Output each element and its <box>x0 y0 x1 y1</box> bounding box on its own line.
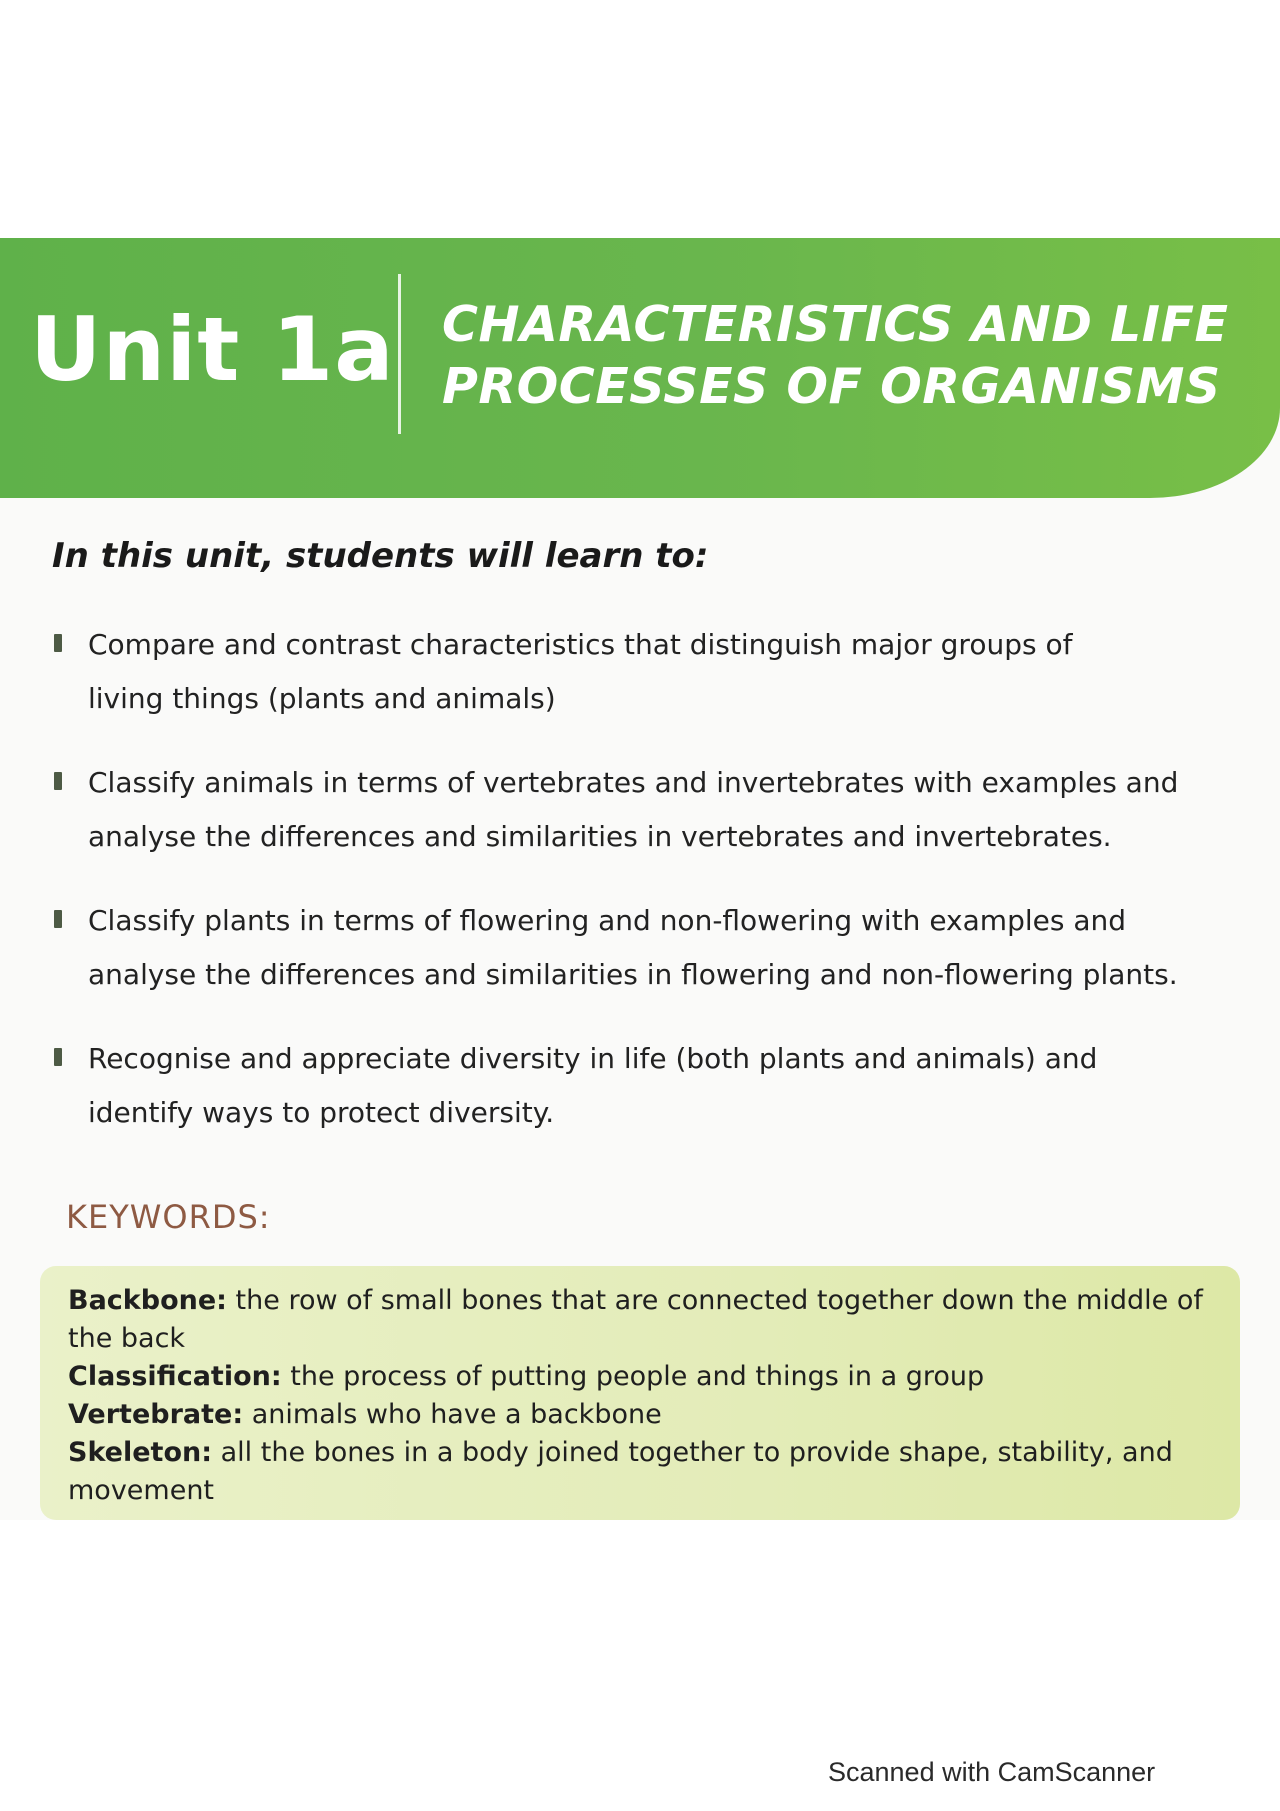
keyword-definition: the process of putting people and things in a group <box>281 1361 985 1392</box>
objective-item <box>52 618 1202 726</box>
keyword-definition: all the bones in a body joined together to provide shape, stability, and movement <box>68 1437 1173 1506</box>
objectives-list <box>52 618 1202 1170</box>
keyword-definition: animals who have a backbone <box>243 1399 662 1430</box>
unit-title-line-1: CHARACTERISTICS AND LIFE <box>442 296 1229 353</box>
bullet-icon <box>54 910 62 928</box>
objective-line: Compare and contrast characteristics that distinguish major groups of <box>88 628 1073 661</box>
keyword-term: Backbone: <box>68 1285 227 1316</box>
objective-line: Classify animals in terms of vertebrates and invertebrates with examples and <box>88 766 1179 799</box>
keyword-term: Vertebrate: <box>68 1399 244 1430</box>
objective-item <box>52 894 1202 1002</box>
keywords-heading: KEYWORDS: <box>66 1198 271 1236</box>
bullet-icon <box>54 1048 62 1066</box>
objective-text <box>88 894 1202 1002</box>
unit-title <box>442 294 1262 418</box>
keyword-item <box>68 1282 1218 1358</box>
objective-line: analyse the differences and similarities in flowering and non-flowering plants. <box>88 958 1178 991</box>
learning-intro: In this unit, students will learn to: <box>52 536 709 576</box>
objective-text <box>88 756 1202 864</box>
keyword-term: Skeleton: <box>68 1437 213 1468</box>
objective-line: living things (plants and animals) <box>88 682 556 715</box>
keyword-list <box>68 1282 1218 1510</box>
keyword-item <box>68 1434 1218 1510</box>
scanner-watermark: Scanned with CamScanner <box>828 1757 1156 1787</box>
objective-line: identify ways to protect diversity. <box>88 1096 555 1129</box>
unit-banner <box>0 238 1280 498</box>
objective-item <box>52 1032 1202 1140</box>
objective-line: Classify plants in terms of flowering and non-flowering with examples and <box>88 904 1127 937</box>
textbook-page <box>0 238 1280 1520</box>
objective-text <box>88 1032 1202 1140</box>
keyword-definition: the row of small bones that are connected together down the middle of the back <box>68 1285 1203 1354</box>
bullet-icon <box>54 772 62 790</box>
unit-label: Unit 1a <box>30 298 395 401</box>
keyword-item <box>68 1396 1218 1434</box>
bullet-icon <box>54 634 62 652</box>
objective-item <box>52 756 1202 864</box>
banner-divider <box>398 274 401 434</box>
unit-title-line-2: PROCESSES OF ORGANISMS <box>442 358 1221 415</box>
objective-text <box>88 618 1202 726</box>
objective-line: analyse the differences and similarities in vertebrates and invertebrates. <box>88 820 1112 853</box>
keyword-term: Classification: <box>68 1361 282 1392</box>
keywords-box <box>40 1266 1240 1520</box>
objective-line: Recognise and appreciate diversity in life (both plants and animals) and <box>88 1042 1098 1075</box>
keyword-item <box>68 1358 1218 1396</box>
